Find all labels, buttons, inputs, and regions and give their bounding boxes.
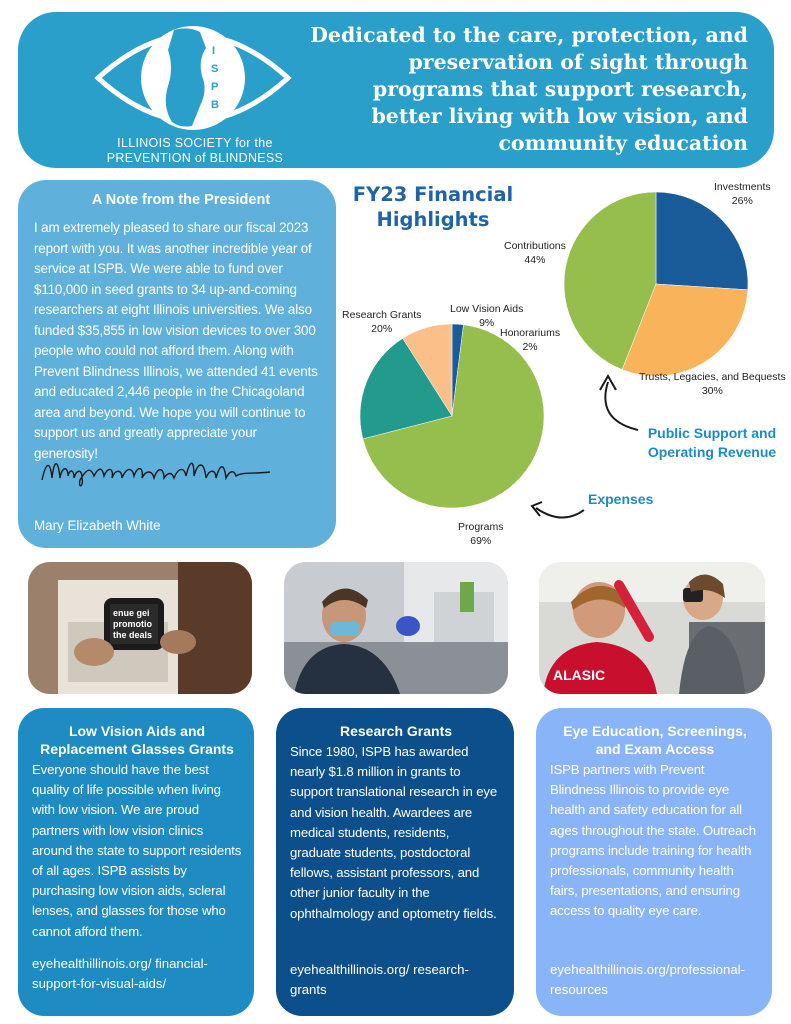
magnifier-line2: promotio — [113, 619, 152, 629]
logo-letter-s: S — [211, 63, 219, 75]
slice-label-honorariums: Honorariums 2% — [500, 327, 561, 353]
card-title: Research Grants — [339, 723, 453, 739]
president-name: Mary Elizabeth White — [34, 518, 161, 533]
card-eye-education — [536, 708, 772, 1016]
card-body: ISPB partners with Prevent Blindness Illinois to provide eye health and safety education for all ages throughout the state. Outreach programs include training for health professionals, community health fairs, presentations, and ensuring access to quality eye care. — [550, 762, 756, 919]
revenue-arrow-icon — [605, 382, 638, 430]
slice-label-low-vision-aids: Low Vision Aids 9% — [450, 303, 524, 329]
president-note-body: I am extremely pleased to share our fiscal 2023 report with you. It was another incredible year of service at ISPB. We were able to fund over $110,000 in seed grants to 34 up-and-coming researchers at eight Illinois universities. We also funded $35,855 in low vision devices to over 300 people who could not afford them. Along with Prevent Blindness Illinois, we attended 41 events and educated 2,446 people in the Chicagoland area and beyond. We hope you will continue to support us and greatly appreciate your generosity! — [34, 220, 318, 461]
logo-letter-p: P — [211, 81, 219, 93]
financial-highlights-title: FY23 Financial Highlights — [352, 183, 514, 231]
ispb-eye-logo — [88, 20, 298, 136]
photo-researcher-lab — [284, 562, 508, 694]
logo-letter-b: B — [211, 99, 219, 111]
magnifier-line1: enue gei — [113, 608, 150, 618]
org-name-line1: ILLINOIS SOCIETY for the — [117, 136, 273, 150]
card-low-vision-aids — [18, 708, 254, 1016]
card-body: Since 1980, ISPB has awarded nearly $1.8 million in grants to support translational research in eye and vision health. Awardees are medical students, residents, graduate students, postdoctoral fellows, assistant professors, and other junior faculty in the ophthalmology and optometry fields. — [290, 744, 498, 921]
card-body: Everyone should have the best quality of life possible when living with low vision. We are proud partners with low vision clinics around the state to support residents of all ages. ISPB assists by purchasing low vision aids, scleral lenses, and glasses for those who cannot afford them. — [32, 762, 242, 939]
org-name-line2: PREVENTION of BLINDNESS — [106, 151, 284, 165]
card-link[interactable]: eyehealthillinois.org/ financial-support-for-visual-aids/ — [32, 956, 208, 992]
card-title: Eye Education, Screenings, and Exam Access — [563, 723, 747, 757]
mission-tagline: Dedicated to the care, protection, and preservation of sight through programs that support research, better living with low vision, and community education — [310, 23, 748, 155]
logo-letter-i: I — [212, 45, 216, 57]
president-note-title: A Note from the President — [91, 192, 271, 208]
slice-label-investments: Investments 26% — [714, 181, 771, 207]
slice-label-programs: Programs 69% — [458, 521, 504, 547]
revenue-caption: Public Support and Operating Revenue — [647, 425, 777, 460]
card-link[interactable]: eyehealthillinois.org/ research-grants — [290, 962, 469, 998]
card-title: Low Vision Aids and Replacement Glasses Grants — [40, 723, 234, 757]
slice-label-contributions: Contributions 44% — [504, 240, 566, 266]
card-link[interactable]: eyehealthillinois.org/professional-resources — [550, 962, 745, 998]
header-banner — [18, 12, 774, 168]
jersey-text: ALASIC — [553, 667, 606, 683]
expenses-arrow-icon — [536, 508, 584, 518]
president-note-panel — [18, 180, 336, 548]
photo-eye-screening — [539, 562, 765, 694]
photo-low-vision-magnifier — [28, 562, 252, 694]
handwritten-signature — [38, 452, 278, 492]
expenses-caption: Expenses — [588, 491, 654, 507]
slice-label-research-grants: Research Grants 20% — [342, 309, 422, 335]
financial-pie-charts — [336, 170, 786, 560]
slice-label-trusts: Trusts, Legacies, and Bequests 30% — [639, 371, 786, 397]
magnifier-line3: the deals — [113, 630, 153, 640]
revenue-pie-chart — [564, 192, 748, 376]
card-research-grants — [276, 708, 514, 1016]
